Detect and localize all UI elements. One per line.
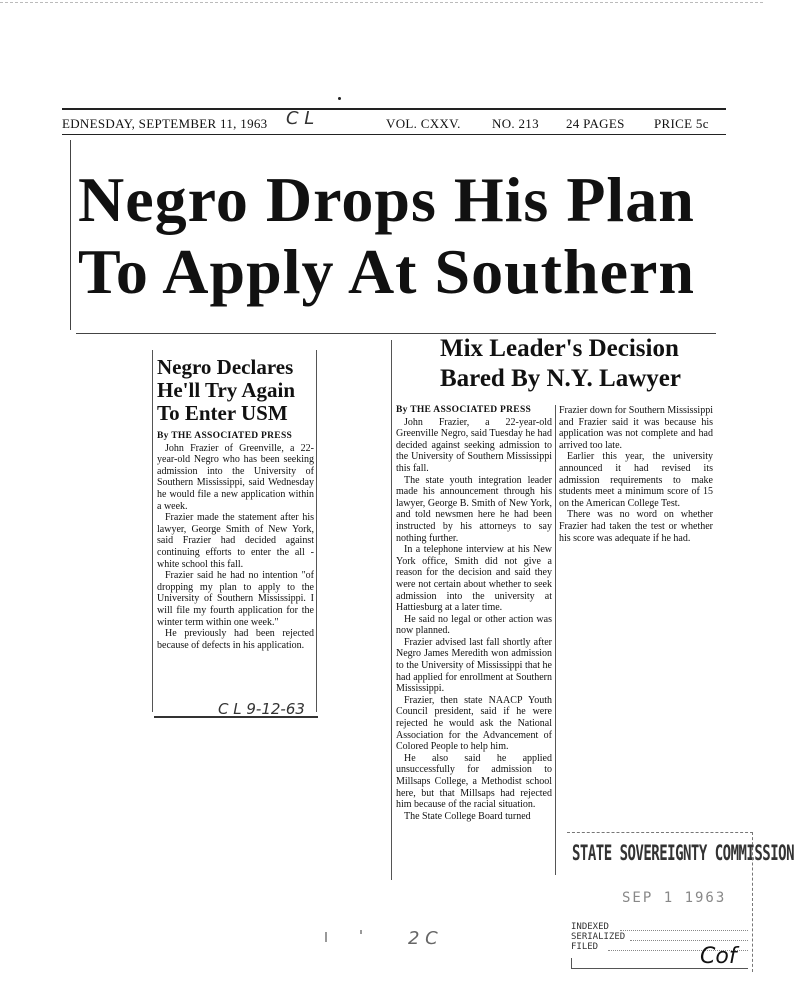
paragraph: Frazier, then state NAACP Youth Council president, said if he were rejected he would ask the National Association for the Advancement of Colored People to help him. (396, 694, 552, 753)
left-story-title (157, 356, 317, 425)
paragraph: In a telephone interview at his New York office, Smith did not give a reason for the decision and said they were not certain about whether to seek admission into the university at Hattiesburg at a later time. (396, 544, 552, 614)
stray-mark (360, 930, 362, 934)
right-story-column-divider (555, 405, 556, 875)
stamp-serialized: SERIALIZED (571, 932, 626, 942)
stamp-top-edge (567, 832, 753, 833)
left-story-title-line-3: To Enter USM (157, 401, 288, 425)
paragraph: He previously had been rejected because of defects in his application. (157, 628, 314, 651)
paragraph: Frazier down for Southern Mississippi and Frazier said it was because his application was not complete and had arrived too late. (559, 405, 713, 451)
left-story-left-rule (152, 350, 153, 712)
speck (338, 97, 341, 100)
left-story-byline: By THE ASSOCIATED PRESS (157, 431, 293, 441)
masthead-price: PRICE 5c (654, 116, 709, 131)
stamp-title: STATE SOVEREIGNTY COMMISSION (572, 842, 794, 866)
bottom-handwritten-mark: 2 C (408, 928, 438, 949)
paragraph: He also said he applied unsuccessfully for admission to Millsaps College, a Methodist school here, but that Millsaps had rejected him because of the racial situation. (396, 752, 552, 811)
stamp-date: SEP 1 1963 (622, 890, 727, 906)
masthead-bottom-rule (62, 134, 726, 135)
paragraph: Frazier said he had no intention "of dropping my plan to apply to the University of Southern Mississippi. I will file my fourth application for the winter term within one week." (157, 570, 314, 628)
stamp-serialized-line (630, 940, 748, 941)
paragraph: The State College Board turned (404, 810, 531, 822)
stamp-indexed: INDEXED (571, 922, 609, 932)
masthead-pages: 24 PAGES (566, 116, 625, 131)
paragraph: The state youth integration leader made his announcement through his lawyer, George B. Smith of New York, and told newsmen here he had been instructed by his attorneys to say nothing further. (396, 474, 552, 544)
stamp-right-edge (752, 832, 753, 972)
headline-line-1: Negro Drops His Plan (78, 164, 695, 235)
left-story-body (157, 431, 314, 651)
masthead-handwritten-annotation: C L (286, 108, 315, 129)
right-story-column-2 (559, 405, 713, 544)
paragraph: John Frazier of Greenville, a 22-year-old Negro who has been seeking admission into the University of Southern Mississippi, said Wednesday he would file a new application within a week. (157, 442, 314, 512)
masthead-top-rule (62, 108, 726, 110)
right-story-title-line-2: Bared By N.Y. Lawyer (440, 365, 681, 392)
masthead-date: EDNESDAY, SEPTEMBER 11, 1963 (62, 116, 268, 131)
paragraph: John Frazier, a 22-year-old Greenville Negro, said Tuesday he had decided against seeking admission to the University of Southern Mississippi this fall. (396, 416, 552, 474)
paragraph: There was no word on whether Frazier had taken the test or whether his score was adequate if he had. (559, 509, 713, 544)
right-story-left-rule (391, 340, 392, 880)
clipping-edge (70, 140, 71, 330)
stamp-filed: FILED (571, 942, 599, 952)
right-story-title (440, 334, 730, 394)
left-story-title-line-1: Negro Declares (157, 355, 294, 379)
headline-line-2: To Apply At Southern (78, 236, 695, 307)
scan-edge-dots (0, 2, 763, 3)
paragraph: Earlier this year, the university announced it had revised its admission requirements to make students meet a minimum score of 15 on the American College Test. (559, 451, 713, 509)
paragraph: Frazier made the statement after his lawyer, George Smith of New York, said Frazier had decided against continuing efforts to enter the all - white school this fall. (157, 512, 314, 570)
paragraph: Frazier advised last fall shortly after Negro James Meredith won admission to the University of Mississippi that he had applied for enrollment at Southern Mississippi. (396, 636, 552, 695)
stamp-indexed-line (620, 930, 748, 931)
left-story-bottom-rule (154, 716, 318, 718)
stray-mark (325, 932, 327, 942)
left-story-handwritten-date: C L 9-12-63 (218, 700, 305, 718)
paragraph: He said no legal or other action was now planned. (396, 613, 552, 637)
right-story-column-1 (396, 405, 552, 822)
masthead-volume: VOL. CXXV. (386, 116, 461, 131)
right-story-title-line-1: Mix Leader's Decision (440, 335, 679, 362)
stamp-handwritten-initials: Cof (700, 944, 737, 969)
right-story-byline: By THE ASSOCIATED PRESS (396, 405, 532, 415)
left-story-title-line-2: He'll Try Again (157, 378, 296, 402)
masthead-number: NO. 213 (492, 116, 539, 131)
